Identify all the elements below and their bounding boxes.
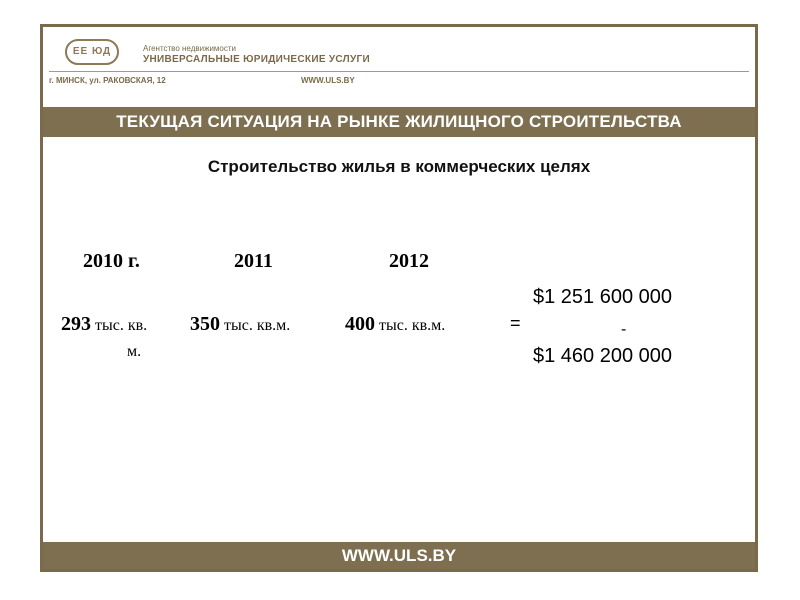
value-2010-unit-cont: м. (127, 343, 142, 360)
money-low: $1 251 600 000 (533, 286, 673, 308)
value-2012-unit: тыс. кв.м. (375, 317, 446, 334)
website-header: WWW.ULS.BY (301, 76, 355, 85)
value-2011-number: 350 (190, 313, 220, 335)
slide-frame (40, 24, 758, 572)
value-2011-unit: тыс. кв.м. (220, 317, 291, 334)
year-2010: 2010 г. (83, 250, 140, 272)
value-2012-number: 400 (345, 313, 375, 335)
company-logo: ЕЕ ЮД (65, 39, 119, 65)
agency-type-label: Агентство недвижимости (143, 44, 236, 53)
header-divider (49, 71, 749, 72)
value-2011 (190, 313, 290, 336)
value-2012 (345, 313, 445, 336)
range-dash: - (621, 321, 627, 338)
agency-name: УНИВЕРСАЛЬНЫЕ ЮРИДИЧЕСКИЕ УСЛУГИ (143, 54, 370, 65)
value-2010-number: 293 (61, 313, 91, 335)
year-2011: 2011 (234, 250, 273, 272)
equals-sign: = (510, 313, 521, 333)
value-2010 (61, 313, 147, 336)
money-high: $1 460 200 000 (533, 345, 673, 367)
footer-website: WWW.ULS.BY (43, 542, 755, 569)
address: г. МИНСК, ул. РАКОВСКАЯ, 12 (49, 76, 166, 85)
value-2010-unit: тыс. кв. (91, 317, 148, 334)
year-2012: 2012 (389, 250, 429, 272)
slide-title: ТЕКУЩАЯ СИТУАЦИЯ НА РЫНКЕ ЖИЛИЩНОГО СТРОИТЕЛЬСТВА (43, 107, 755, 137)
slide-subtitle: Строительство жилья в коммерческих целях (207, 157, 591, 176)
header (43, 27, 755, 107)
